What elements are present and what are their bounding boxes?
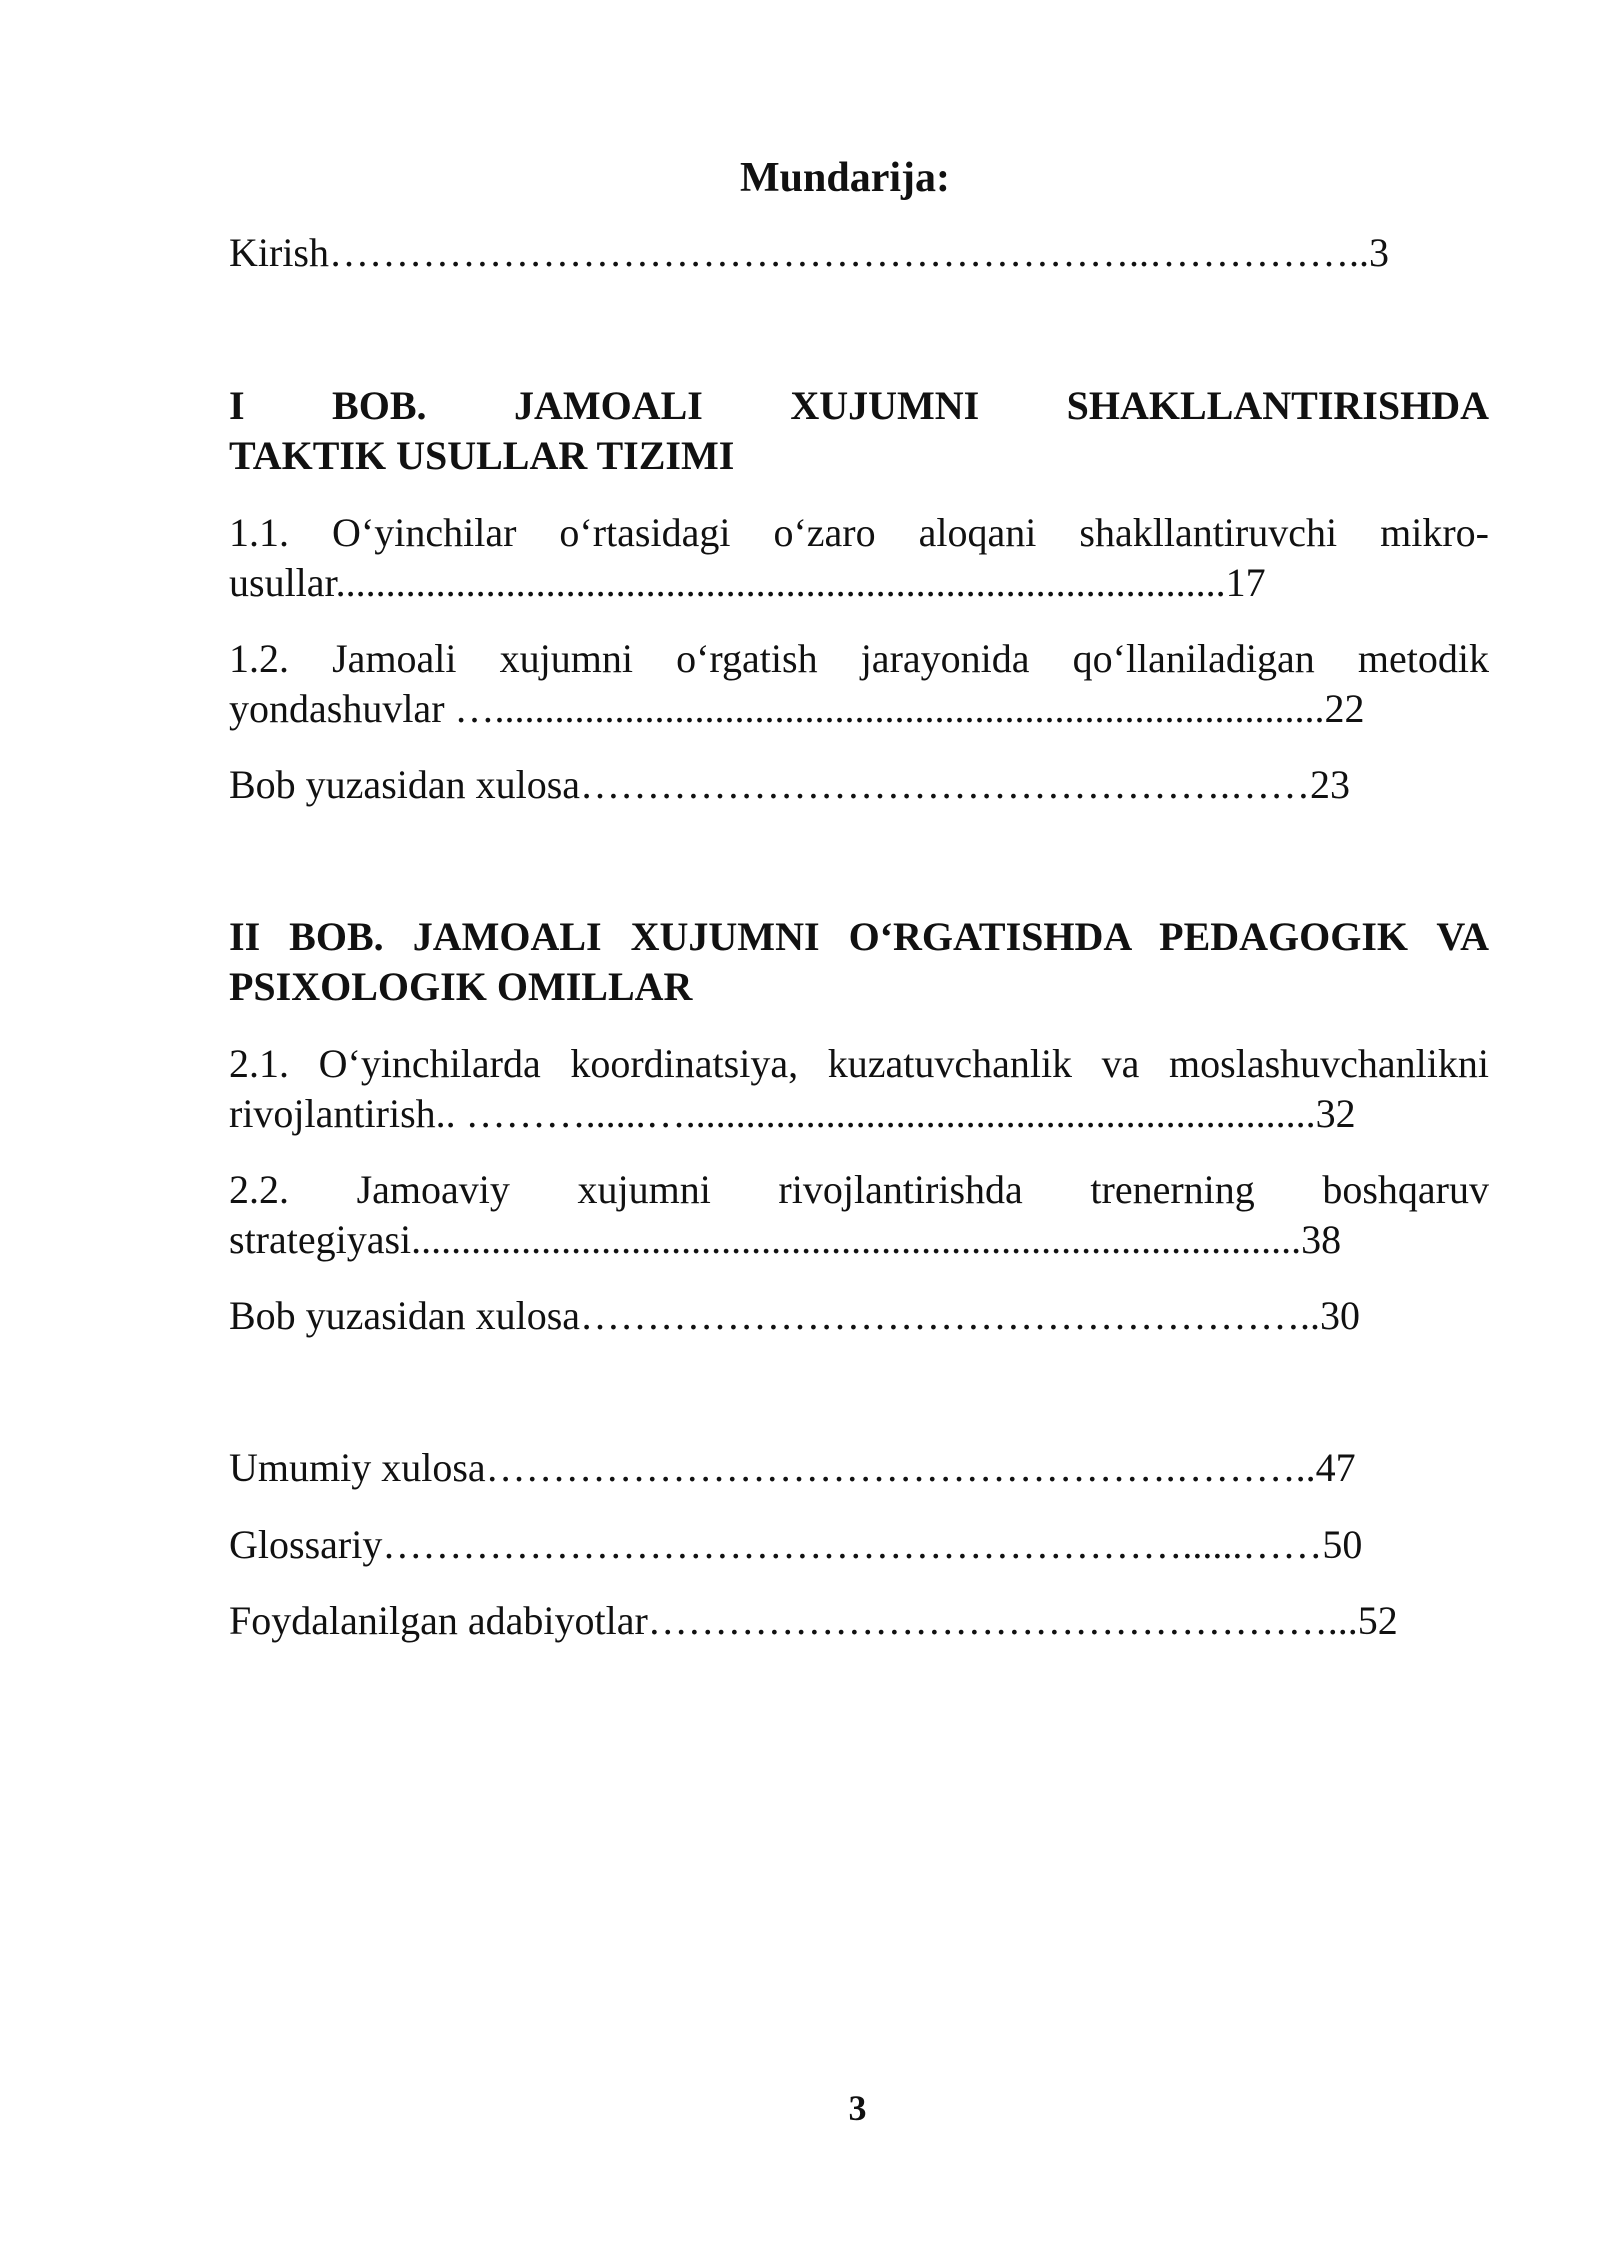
toc-entry-section-2-1 [229,1039,1489,1139]
section-2-2-line-1: 2.2. Jamoaviy xujumni rivojlantirishda trenerning boshqaruv [229,1167,1489,1212]
chapter-1-heading-line-1: I BOB. JAMOALI XUJUMNI SHAKLLANTIRISHDA [229,383,1489,428]
chapter-2-heading-line-1: II BOB. JAMOALI XUJUMNI O‘RGATISHDA PEDAGOGIK VA [229,914,1489,959]
toc-entry-conclusion [229,1443,1489,1493]
toc-entry-text: Kirish……………………………………………………..……………..3 [229,230,1389,275]
toc-entry-section-1-2 [229,634,1489,734]
toc-entry-glossary [229,1520,1489,1570]
toc-entry-intro [229,228,1489,278]
references-text: Foydalanilgan adabiyotlar……………………………………………...52 [229,1598,1398,1643]
glossary-text: Glossariy……………………………………………………......……50 [229,1522,1363,1567]
section-1-1-line-1: 1.1. O‘yinchilar o‘rtasidagi o‘zaro aloqani shakllantiruvchi mikro- [229,510,1489,555]
chapter-2-heading [229,912,1489,1012]
section-1-2-line-1: 1.2. Jamoali xujumni o‘rgatish jarayonida qo‘llaniladigan metodik [229,636,1489,681]
toc-entry-section-1-1 [229,508,1489,608]
chapter-1-summary-text: Bob yuzasidan xulosa………………………………………….……23 [229,762,1351,807]
chapter-1-heading-line-2: TAKTIK USULLAR TIZIMI [229,433,735,478]
section-2-1-line-1: 2.1. O‘yinchilarda koordinatsiya, kuzatuvchanlik va moslashuvchanlikni [229,1041,1489,1086]
section-1-2-line-2: yondashuvlar …...................................................................................22 [229,686,1365,731]
toc-entry-references [229,1596,1489,1646]
toc-entry-chapter-2-summary [229,1291,1489,1341]
page-number: 3 [848,2088,867,2128]
chapter-1-heading [229,381,1489,481]
section-2-1-line-2: rivojlantirish.. ………......…...............................................................32 [229,1091,1356,1136]
toc-entry-section-2-2 [229,1165,1489,1265]
conclusion-text: Umumiy xulosa…………………………………………….………..47 [229,1445,1356,1490]
chapter-2-summary-text: Bob yuzasidan xulosa………………………………………………..30 [229,1293,1361,1338]
section-1-1-line-2: usullar.........................................................................................17 [229,560,1266,605]
toc-entry-chapter-1-summary [229,760,1489,810]
chapter-2-heading-line-2: PSIXOLOGIK OMILLAR [229,964,693,1009]
section-2-2-line-2: strategiyasi.........................................................................................38 [229,1217,1342,1262]
toc-title: Mundarija: [740,155,950,201]
